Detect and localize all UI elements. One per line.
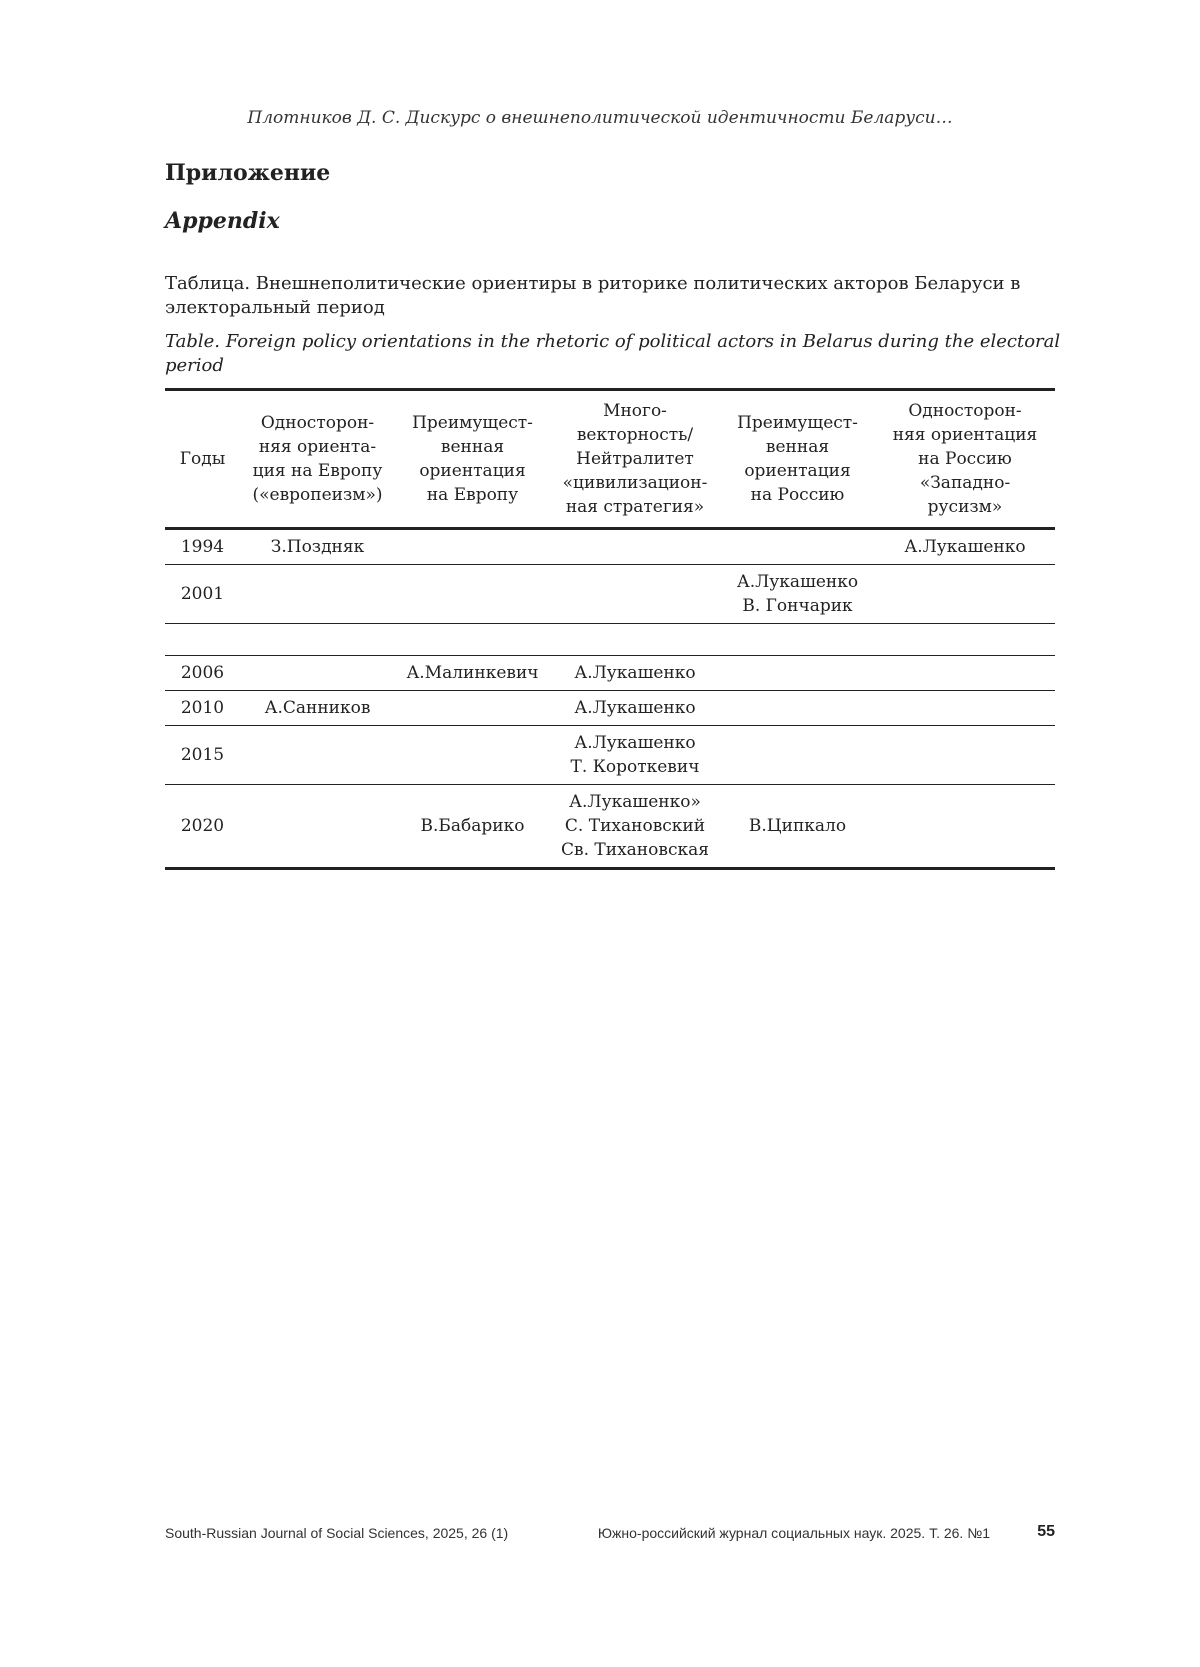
header-line: русизм» bbox=[927, 497, 1003, 517]
actor-name: А.Малинкевич bbox=[406, 663, 539, 683]
actor-cell bbox=[875, 785, 1055, 869]
year-text: 2006 bbox=[180, 663, 225, 683]
header-line: векторность/ bbox=[576, 425, 694, 445]
table-row bbox=[165, 726, 1055, 785]
header-line: Преимущест- bbox=[412, 413, 533, 433]
table-caption-ru: Таблица. Внешнеполитические ориентиры в риторике политических акторов Беларуси в электоральный период bbox=[165, 273, 1021, 318]
header-line: Много- bbox=[603, 401, 667, 421]
actor-cell bbox=[720, 726, 875, 785]
year-cell bbox=[165, 565, 240, 624]
header-line: на Европу bbox=[426, 485, 519, 505]
actor-name: З.Поздняк bbox=[270, 537, 365, 557]
actor-cell bbox=[550, 529, 720, 565]
header-line: «цивилизацион- bbox=[562, 473, 708, 493]
header-line: ная стратегия» bbox=[565, 497, 705, 517]
actor-cell bbox=[395, 529, 550, 565]
section-title-en: Appendix bbox=[165, 208, 280, 234]
year-cell bbox=[165, 529, 240, 565]
actor-name: В.Ципкало bbox=[748, 816, 847, 836]
section-title-ru: Приложение bbox=[165, 160, 331, 186]
actor-cell bbox=[720, 691, 875, 726]
actor-name: Св. Тихановская bbox=[561, 840, 709, 860]
actor-cell bbox=[550, 785, 720, 869]
header-line: Односторон- bbox=[908, 401, 1022, 421]
year-text: 1994 bbox=[180, 537, 225, 557]
actor-cell bbox=[395, 726, 550, 785]
header-line: венная bbox=[765, 437, 830, 457]
actor-cell bbox=[550, 656, 720, 691]
actor-name: С. Тихановский bbox=[564, 816, 706, 836]
page-number: 55 bbox=[1037, 1523, 1055, 1540]
actor-name: А.Санников bbox=[264, 698, 371, 718]
table-header-row bbox=[165, 390, 1055, 529]
year-cell bbox=[165, 656, 240, 691]
actor-name: А.Лукашенко bbox=[736, 572, 859, 592]
actor-cell bbox=[875, 565, 1055, 624]
actor-cell bbox=[395, 691, 550, 726]
header-line: венная bbox=[440, 437, 505, 457]
header-line: на Россию bbox=[918, 449, 1012, 469]
actor-cell bbox=[720, 529, 875, 565]
header-line: ориентация bbox=[744, 461, 851, 481]
year-text: 2010 bbox=[180, 698, 225, 718]
table-row bbox=[165, 785, 1055, 869]
actor-cell bbox=[720, 656, 875, 691]
actor-cell bbox=[240, 565, 395, 624]
table-row bbox=[165, 624, 1055, 656]
actor-cell bbox=[875, 529, 1055, 565]
column-header bbox=[240, 390, 395, 529]
actor-name: А.Лукашенко bbox=[904, 537, 1026, 557]
header-line: на Россию bbox=[750, 485, 845, 505]
header-line: («европеизм») bbox=[252, 485, 383, 505]
table-row bbox=[165, 656, 1055, 691]
actor-name: А.Лукашенко bbox=[574, 663, 696, 683]
column-header bbox=[165, 390, 240, 529]
header-line: ориентация bbox=[419, 461, 526, 481]
actor-cell bbox=[240, 624, 395, 656]
column-header bbox=[720, 390, 875, 529]
running-head: Плотников Д. С. Дискурс о внешнеполитической идентичности Беларуси… bbox=[247, 108, 953, 128]
table-row bbox=[165, 691, 1055, 726]
actor-cell bbox=[240, 785, 395, 869]
footer-journal-ru: Южно-российский журнал социальных наук. 2025. Т. 26. №1 bbox=[597, 1525, 990, 1541]
actor-cell bbox=[720, 624, 875, 656]
table-caption-en: Table. Foreign policy orientations in the rhetoric of political actors in Belarus during the electoral period bbox=[165, 331, 1061, 376]
header-line: ция на Европу bbox=[252, 461, 383, 481]
actor-name: А.Лукашенко bbox=[574, 698, 696, 718]
header-line: Односторон- bbox=[260, 413, 375, 433]
header-line: «Западно- bbox=[919, 473, 1011, 493]
actor-cell bbox=[395, 785, 550, 869]
footer-journal-en: South-Russian Journal of Social Sciences, 2025, 26 (1) bbox=[165, 1525, 509, 1541]
header-line: няя ориентация bbox=[892, 425, 1038, 445]
actor-cell bbox=[550, 691, 720, 726]
column-header bbox=[395, 390, 550, 529]
actor-cell bbox=[720, 785, 875, 869]
actor-cell bbox=[240, 656, 395, 691]
table-row bbox=[165, 529, 1055, 565]
orientations-table bbox=[165, 388, 1055, 870]
year-text: 2001 bbox=[180, 584, 225, 604]
actor-cell bbox=[240, 726, 395, 785]
table-body bbox=[165, 529, 1055, 869]
actor-cell bbox=[395, 656, 550, 691]
year-cell bbox=[165, 726, 240, 785]
year-text: 2020 bbox=[180, 816, 225, 836]
year-text: 2015 bbox=[180, 745, 225, 765]
actor-cell bbox=[395, 565, 550, 624]
actor-name: А.Лукашенко» bbox=[569, 792, 701, 812]
actor-name: В.Бабарико bbox=[420, 816, 525, 836]
actor-cell bbox=[240, 691, 395, 726]
year-cell bbox=[165, 624, 240, 656]
table-row bbox=[165, 565, 1055, 624]
year-cell bbox=[165, 785, 240, 869]
actor-cell bbox=[875, 691, 1055, 726]
actor-name: А.Лукашенко bbox=[574, 733, 696, 753]
actor-cell bbox=[395, 624, 550, 656]
header-line: Нейтралитет bbox=[576, 449, 694, 469]
header-line: няя ориента- bbox=[258, 437, 377, 457]
column-header bbox=[550, 390, 720, 529]
actor-cell bbox=[550, 624, 720, 656]
header-line: Преимущест- bbox=[737, 413, 858, 433]
header-line: Годы bbox=[179, 449, 226, 469]
actor-cell bbox=[875, 656, 1055, 691]
actor-cell bbox=[240, 529, 395, 565]
actor-cell bbox=[550, 565, 720, 624]
actor-name: В. Гончарик bbox=[742, 596, 853, 616]
actor-cell bbox=[875, 624, 1055, 656]
actor-name: Т. Короткевич bbox=[570, 757, 700, 777]
actor-cell bbox=[720, 565, 875, 624]
actor-cell bbox=[875, 726, 1055, 785]
column-header bbox=[875, 390, 1055, 529]
year-cell bbox=[165, 691, 240, 726]
actor-cell bbox=[550, 726, 720, 785]
